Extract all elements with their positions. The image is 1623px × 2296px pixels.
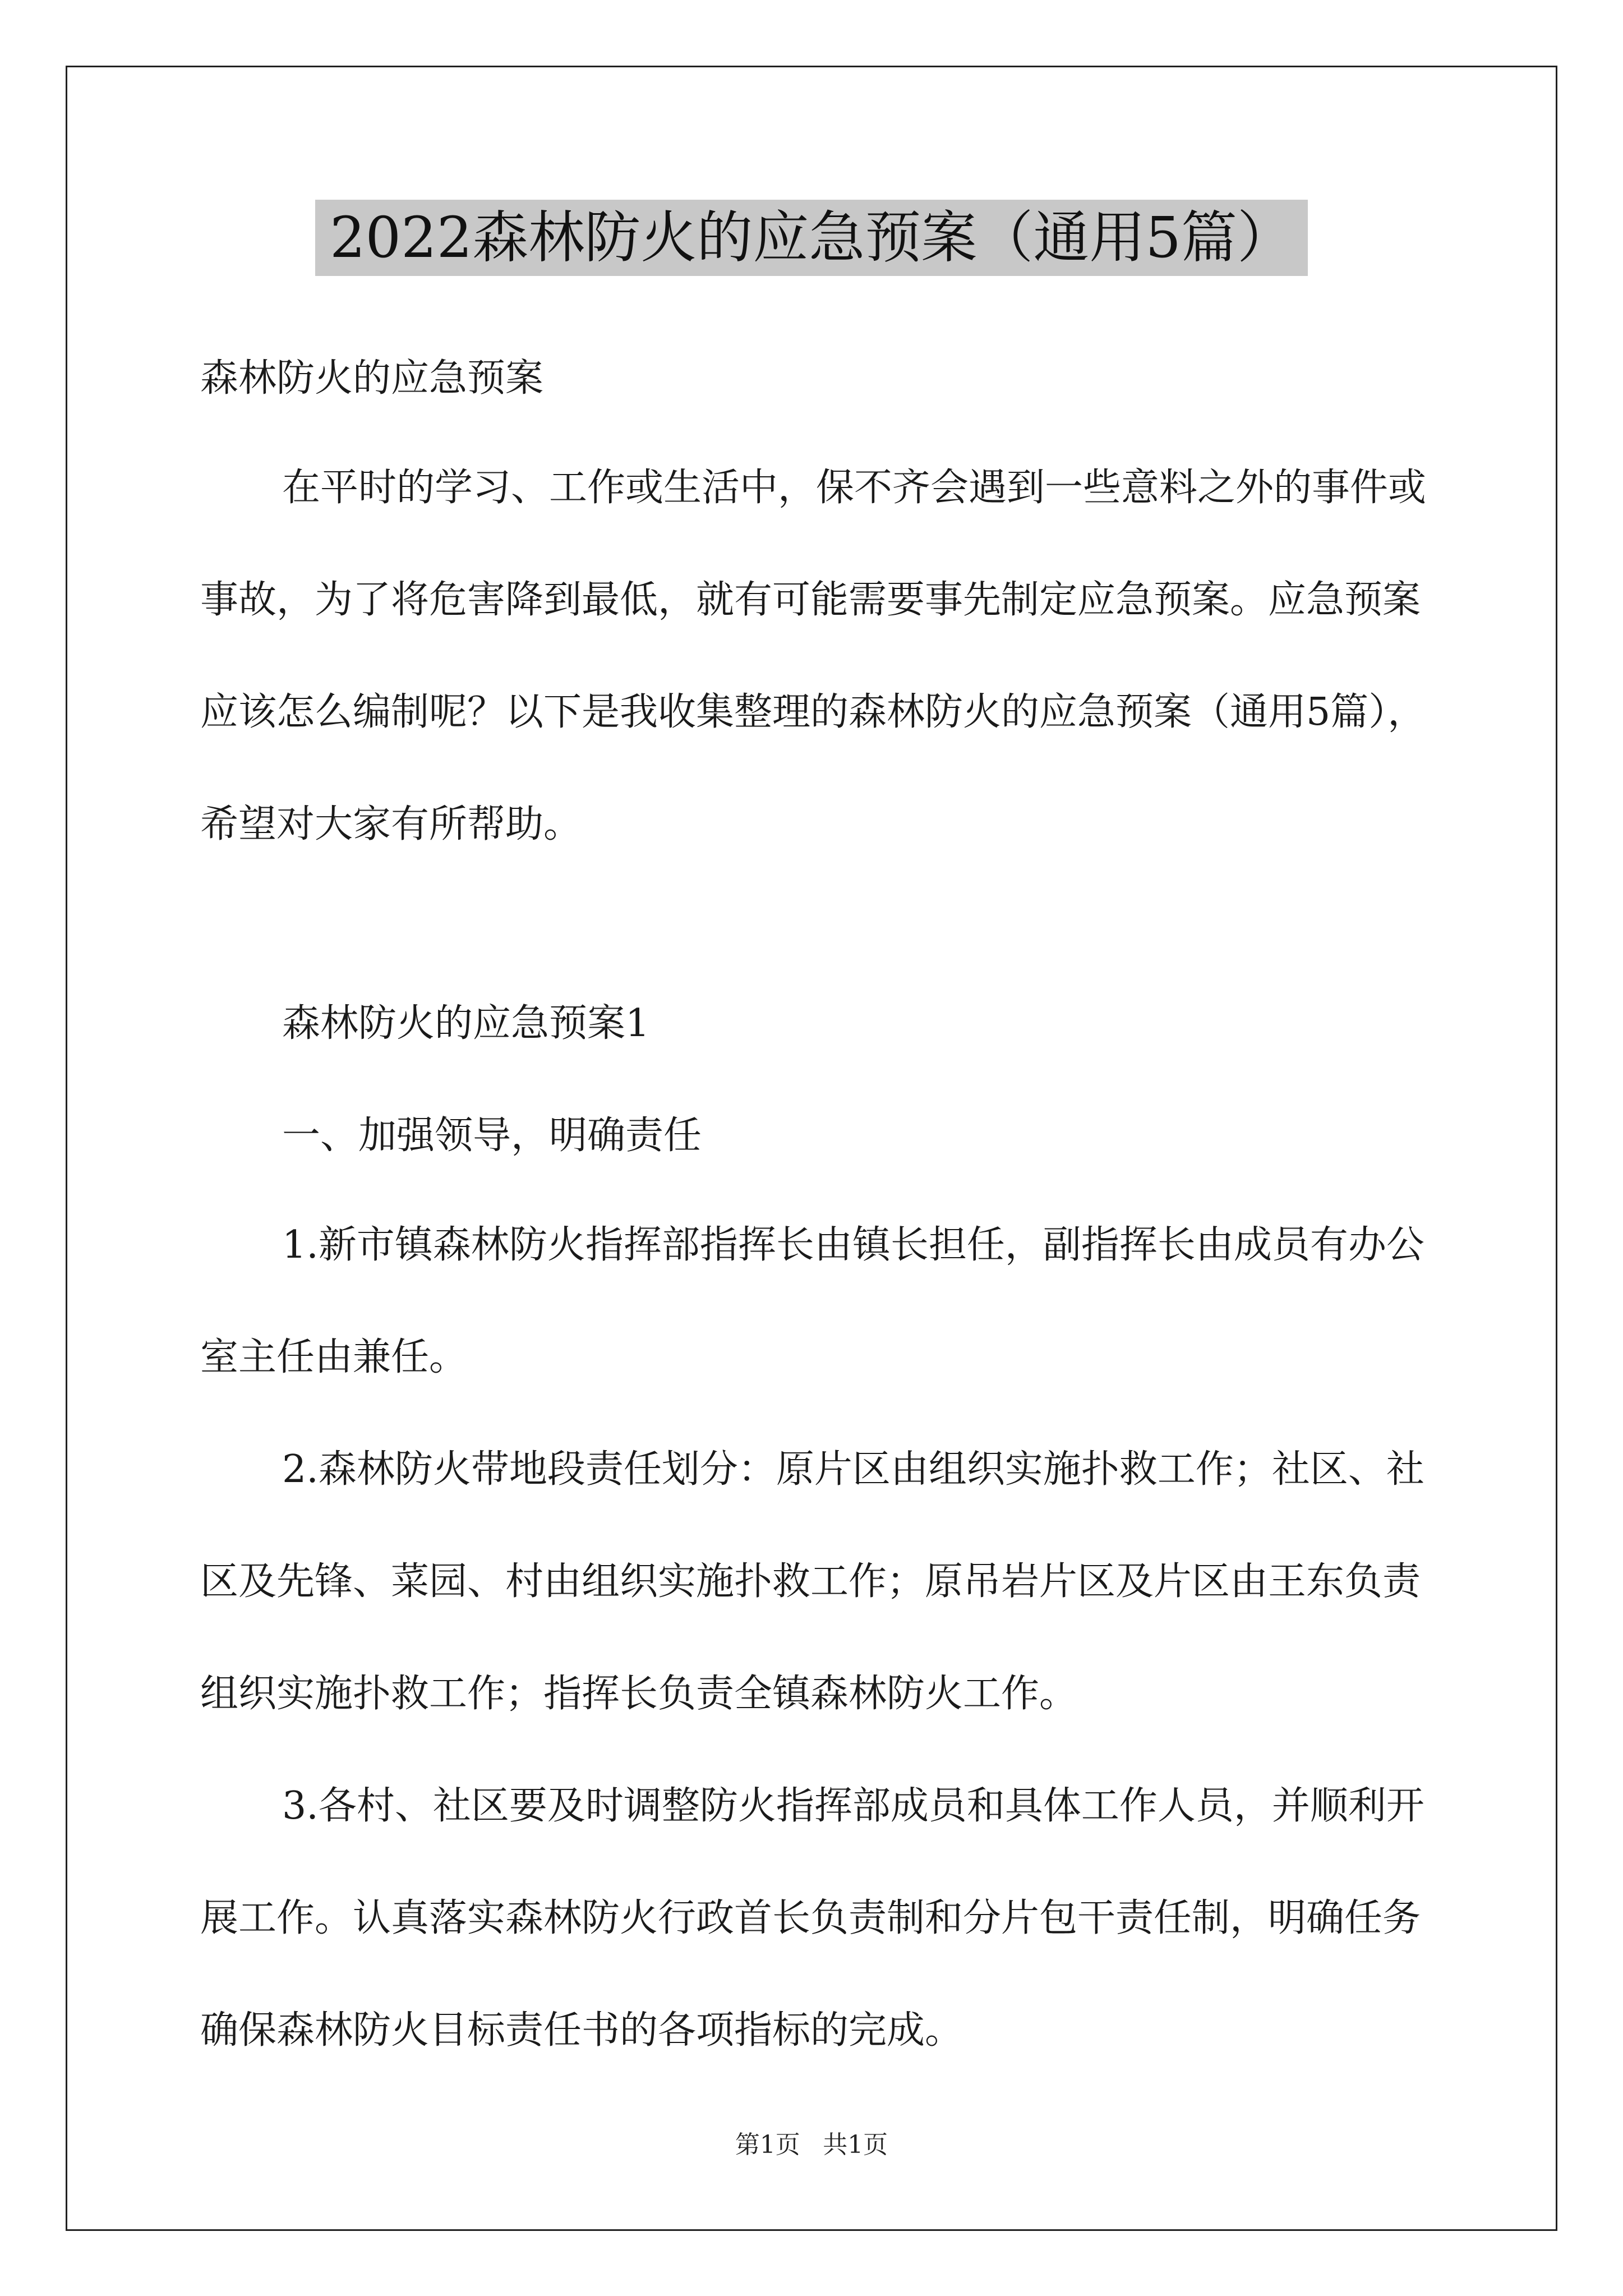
document-title: 2022森林防火的应急预案（通用5篇） bbox=[315, 200, 1308, 276]
paragraph-2: 2.森林防火带地段责任划分：原片区由组织实施扑救工作；社区、社区及先锋、菜园、村由组织实施扑救工作；原吊岩片区及片区由王东负责组织实施扑救工作；指挥长负责全镇森林防火工作。 bbox=[200, 1447, 1424, 1716]
page-footer: 第1页 共1页 bbox=[735, 2131, 888, 2159]
section-heading: 森林防火的应急预案1 bbox=[282, 1001, 650, 1046]
document-subtitle: 森林防火的应急预案 bbox=[200, 356, 544, 401]
title-container bbox=[0, 200, 1623, 276]
subsection-heading: 一、加强领导，明确责任 bbox=[282, 1114, 702, 1158]
intro-paragraph: 在平时的学习、工作或生活中，保不齐会遇到一些意料之外的事件或事故，为了将危害降到最低，就有可能需要事先制定应急预案。应急预案应该怎么编制呢？以下是我收集整理的森林防火的应急预案（通用5篇），希望对大家有所帮助。 bbox=[200, 466, 1427, 846]
paragraph-1: 1.新市镇森林防火指挥部指挥长由镇长担任，副指挥长由成员有办公室主任由兼任。 bbox=[200, 1223, 1424, 1379]
paragraph-3: 3.各村、社区要及时调整防火指挥部成员和具体工作人员，并顺利开展工作。认真落实森林防火行政首长负责制和分片包干责任制，明确任务确保森林防火目标责任书的各项指标的完成。 bbox=[200, 1784, 1424, 2053]
